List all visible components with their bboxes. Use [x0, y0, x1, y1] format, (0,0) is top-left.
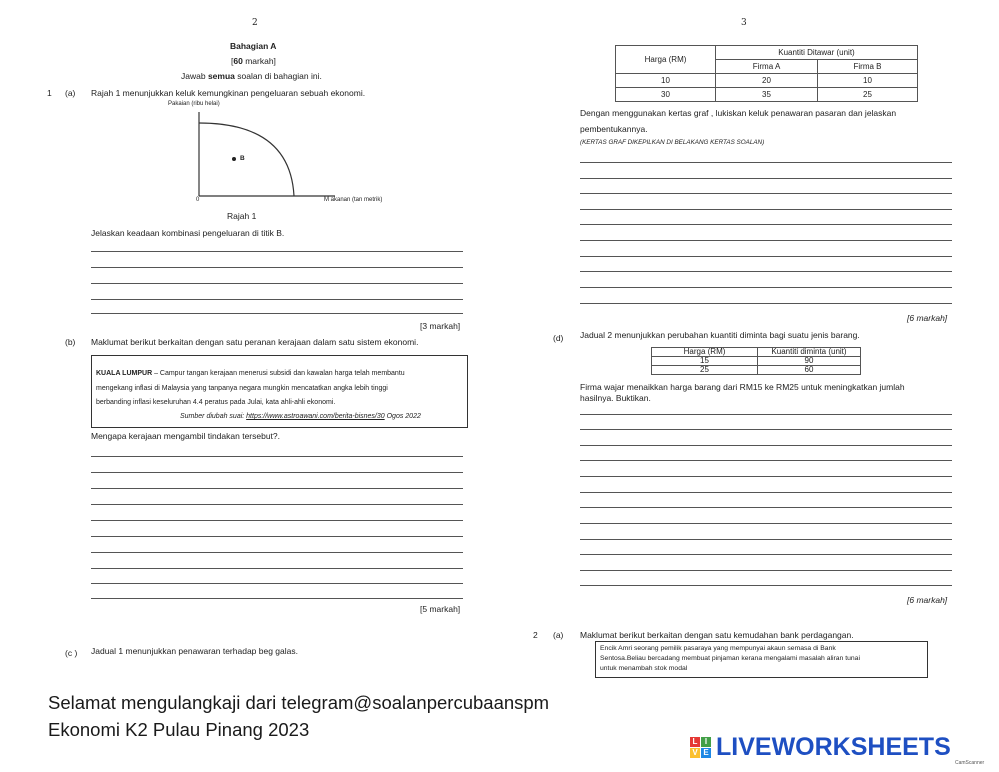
- badge-letter: V: [690, 748, 700, 758]
- table2-cell: 90: [758, 357, 861, 366]
- q2a-label: (a): [553, 630, 564, 640]
- q1b-marks: [5 markah]: [420, 604, 461, 614]
- q1a-label: (a): [65, 88, 76, 98]
- camscanner-watermark: CamScanner: [955, 760, 985, 766]
- table-1: [615, 45, 918, 102]
- answer-line[interactable]: [91, 598, 463, 599]
- table-row: [652, 357, 861, 366]
- liveworksheets-logo-text: LIVEWORKSHEETS: [716, 733, 951, 761]
- answer-line[interactable]: [580, 585, 952, 586]
- table1-header-firma-a: Firma A: [716, 60, 818, 74]
- answer-line[interactable]: [580, 445, 952, 446]
- q1a-question: Jelaskan keadaan kombinasi pengeluaran di titik B.: [91, 228, 285, 238]
- q2a-info-box: [595, 641, 928, 678]
- answer-line[interactable]: [91, 536, 463, 537]
- news-box: [91, 355, 468, 428]
- answer-line[interactable]: [91, 283, 463, 284]
- news-line-2: mengekang inflasi di Malaysia yang tanpanya negara mungkin mencatatkan angka lebih tinggi: [96, 385, 388, 392]
- answer-line[interactable]: [580, 271, 952, 272]
- q1b-label: (b): [65, 337, 76, 347]
- answer-line[interactable]: [580, 256, 952, 257]
- badge-letter: E: [701, 748, 711, 758]
- answer-line[interactable]: [91, 583, 463, 584]
- answer-line[interactable]: [580, 162, 952, 163]
- q1b-question: Mengapa kerajaan mengambil tindakan tersebut?.: [91, 431, 281, 441]
- q1a-marks: [3 markah]: [420, 321, 461, 331]
- liveworksheets-logo-badge: [690, 737, 712, 759]
- answer-line[interactable]: [91, 488, 463, 489]
- table1-header-harga: Harga (RM): [616, 46, 716, 74]
- q1a-text: Rajah 1 menunjukkan keluk kemungkinan pengeluaran sebuah ekonomi.: [91, 88, 366, 98]
- section-marks: [60 markah]: [231, 56, 276, 66]
- q2a-box-line-1: Encik Amri seorang pemilik pasaraya yang mempunyai akaun semasa di Bank: [600, 645, 836, 652]
- table2-cell: 15: [652, 357, 758, 366]
- q1c-instruction-1: Dengan menggunakan kertas graf , lukiskan keluk penawaran pasaran dan jelaskan: [580, 108, 897, 118]
- q1c-marks: [6 markah]: [907, 313, 948, 323]
- diagram-x-label: M akanan (tan metrik): [324, 197, 383, 203]
- q1d-question-1: Firma wajar menaikkan harga barang dari RM15 ke RM25 untuk meningkatkan jumlah: [580, 382, 905, 392]
- news-source: Sumber diubah suai: https://www.astroawani.com/berita-bisnes/30 Ogos 2022: [180, 413, 421, 420]
- news-line-3: berbanding inflasi keseluruhan 4.4 peratus pada Julai, kata ahli-ahli ekonomi.: [96, 399, 336, 406]
- point-b-label: B: [240, 155, 245, 162]
- badge-letter: I: [701, 737, 711, 747]
- ppc-diagram: [190, 108, 340, 200]
- answer-line[interactable]: [580, 287, 952, 288]
- diagram-y-label: Pakaian (ribu helai): [168, 101, 220, 107]
- table1-cell: 20: [716, 74, 818, 88]
- q1d-label: (d): [553, 333, 564, 343]
- q1d-text: Jadual 2 menunjukkan perubahan kuantiti diminta bagi suatu jenis barang.: [580, 330, 860, 340]
- table-row: [652, 366, 861, 375]
- q1c-instruction-2: pembentukannya.: [580, 124, 648, 134]
- instruction: Jawab semua soalan di bahagian ini.: [181, 71, 322, 81]
- q2-number: 2: [533, 630, 538, 640]
- footer-line-1: Selamat mengulangkaji dari telegram@soalanpercubaanspm: [48, 692, 550, 713]
- table1-cell: 25: [818, 88, 918, 102]
- footer-line-2: Ekonomi K2 Pulau Pinang 2023: [48, 719, 310, 740]
- q1b-text: Maklumat berikut berkaitan dengan satu peranan kerajaan dalam satu sistem ekonomi.: [91, 337, 419, 347]
- q2a-box-line-3: untuk menambah stok modal: [600, 665, 688, 672]
- q1d-question-2: hasilnya. Buktikan.: [580, 393, 651, 403]
- answer-line[interactable]: [91, 472, 463, 473]
- news-source-link[interactable]: https://www.astroawani.com/berita-bisnes/30: [246, 413, 385, 420]
- answer-line[interactable]: [91, 520, 463, 521]
- answer-line[interactable]: [580, 429, 952, 430]
- answer-line[interactable]: [580, 209, 952, 210]
- answer-line[interactable]: [91, 456, 463, 457]
- q1c-text: Jadual 1 menunjukkan penawaran terhadap beg galas.: [91, 646, 298, 656]
- q1-number: 1: [47, 88, 52, 98]
- answer-line[interactable]: [580, 570, 952, 571]
- answer-line[interactable]: [580, 178, 952, 179]
- diagram-caption: Rajah 1: [227, 211, 257, 221]
- answer-line[interactable]: [91, 568, 463, 569]
- q2a-text: Maklumat berikut berkaitan dengan satu kemudahan bank perdagangan.: [580, 630, 854, 640]
- section-title: Bahagian A: [230, 41, 277, 51]
- ppc-curve: [199, 123, 294, 196]
- table2-header-kuantiti: Kuantiti diminta (unit): [758, 348, 861, 357]
- answer-line[interactable]: [580, 303, 952, 304]
- table1-cell: 10: [818, 74, 918, 88]
- q1c-label: (c ): [65, 648, 78, 658]
- diagram-origin: 0: [196, 197, 200, 203]
- answer-line[interactable]: [91, 313, 463, 314]
- answer-line[interactable]: [580, 539, 952, 540]
- q2a-box-line-2: Sentosa.Beliau bercadang membuat pinjaman kerana mengalami masalah aliran tunai: [600, 655, 860, 662]
- answer-line[interactable]: [91, 251, 463, 252]
- table1-group-header: Kuantiti Ditawar (unit): [716, 46, 918, 60]
- q1c-note: (KERTAS GRAF DIKEPILKAN DI BELAKANG KERTAS SOALAN): [580, 139, 765, 146]
- answer-line[interactable]: [580, 240, 952, 241]
- badge-letter: L: [690, 737, 700, 747]
- answer-line[interactable]: [91, 552, 463, 553]
- answer-line[interactable]: [580, 193, 952, 194]
- answer-line[interactable]: [580, 224, 952, 225]
- table-2: [651, 347, 861, 375]
- answer-line[interactable]: [91, 299, 463, 300]
- answer-line[interactable]: [580, 507, 952, 508]
- table2-header-harga: Harga (RM): [652, 348, 758, 357]
- table1-cell: 10: [616, 74, 716, 88]
- answer-line[interactable]: [580, 414, 952, 415]
- answer-line[interactable]: [580, 492, 952, 493]
- answer-line[interactable]: [580, 460, 952, 461]
- page-number-left: 2: [252, 18, 258, 28]
- table1-cell: 35: [716, 88, 818, 102]
- table2-cell: 60: [758, 366, 861, 375]
- news-line-1: KUALA LUMPUR – Campur tangan kerajaan menerusi subsidi dan kawalan harga telah membantu: [96, 370, 405, 377]
- answer-line[interactable]: [91, 504, 463, 505]
- table1-cell: 30: [616, 88, 716, 102]
- page-number-right: 3: [741, 18, 747, 28]
- table-row: [616, 74, 918, 88]
- answer-line[interactable]: [580, 476, 952, 477]
- answer-line[interactable]: [580, 523, 952, 524]
- table1-header-firma-b: Firma B: [818, 60, 918, 74]
- answer-line[interactable]: [580, 554, 952, 555]
- q1d-marks: [6 markah]: [907, 595, 948, 605]
- answer-line[interactable]: [91, 267, 463, 268]
- table-row: [616, 88, 918, 102]
- point-b: [232, 157, 236, 161]
- table2-cell: 25: [652, 366, 758, 375]
